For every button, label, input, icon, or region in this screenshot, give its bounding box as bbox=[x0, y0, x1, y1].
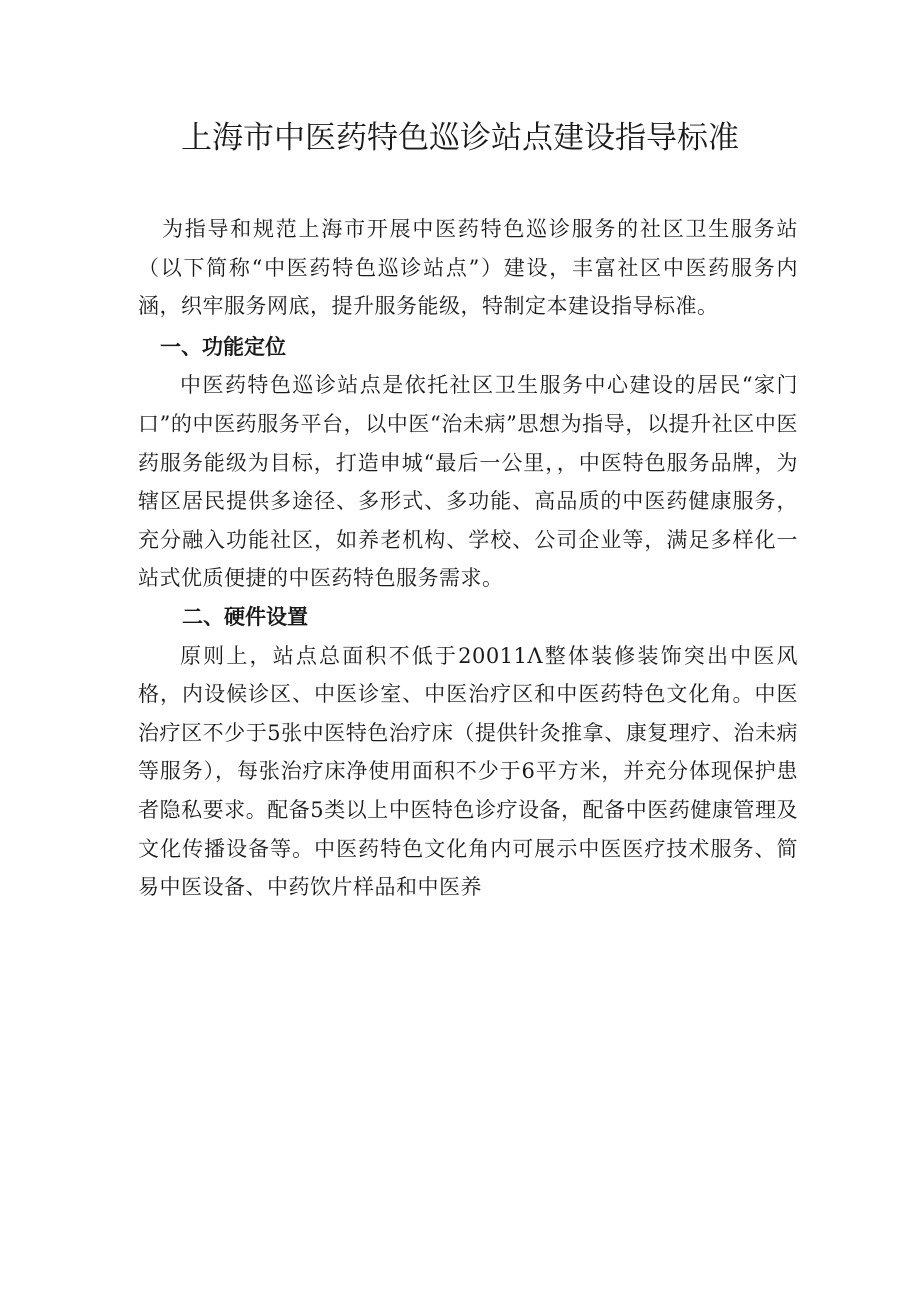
intro-paragraph: 为指导和规范上海市开展中医药特色巡诊服务的社区卫生服务站（以下简称“中医药特色巡诊站点”）建设，丰富社区中医药服务内涵，织牢服务网底，提升服务能级，特制定本建设指导标准。 bbox=[138, 217, 798, 319]
document-title: 上海市中医药特色巡诊站点建设指导标准 bbox=[181, 120, 739, 156]
document-body bbox=[138, 210, 798, 907]
section-heading-hardware: 二、硬件设置 bbox=[182, 604, 308, 629]
section-heading-function: 一、功能定位 bbox=[160, 334, 286, 359]
section-body-function: 中医药特色巡诊站点是依托社区卫生服务中心建设的居民“家门口”的中医药服务平台，以中医“治未病”思想为指导，以提升社区中医药服务能级为目标，打造申城“最后一公里，，中医特色服务品牌，为辖区居民提供多途径、多形式、多功能、高品质的中医药健康服务，充分融入功能社区，如养老机构、学校、公司企业等，满足多样化一站式优质便捷的中医药特色服务需求。 bbox=[138, 373, 798, 591]
section-body-hardware: 原则上，站点总面积不低于20011Λ整体装修装饰突出中医风格，内设候诊区、中医诊室、中医治疗区和中医药特色文化角。中医治疗区不少于5张中医特色治疗床（提供针灸推拿、康复理疗、治未病等服务），每张治疗床净使用面积不少于6平方米，并充分体现保护患者隐私要求。配备5类以上中医特色诊疗设备，配备中医药健康管理及文化传播设备等。中医药特色文化角内可展示中医医疗技术服务、简易中医设备、中药饮片样品和中医养 bbox=[138, 643, 798, 900]
